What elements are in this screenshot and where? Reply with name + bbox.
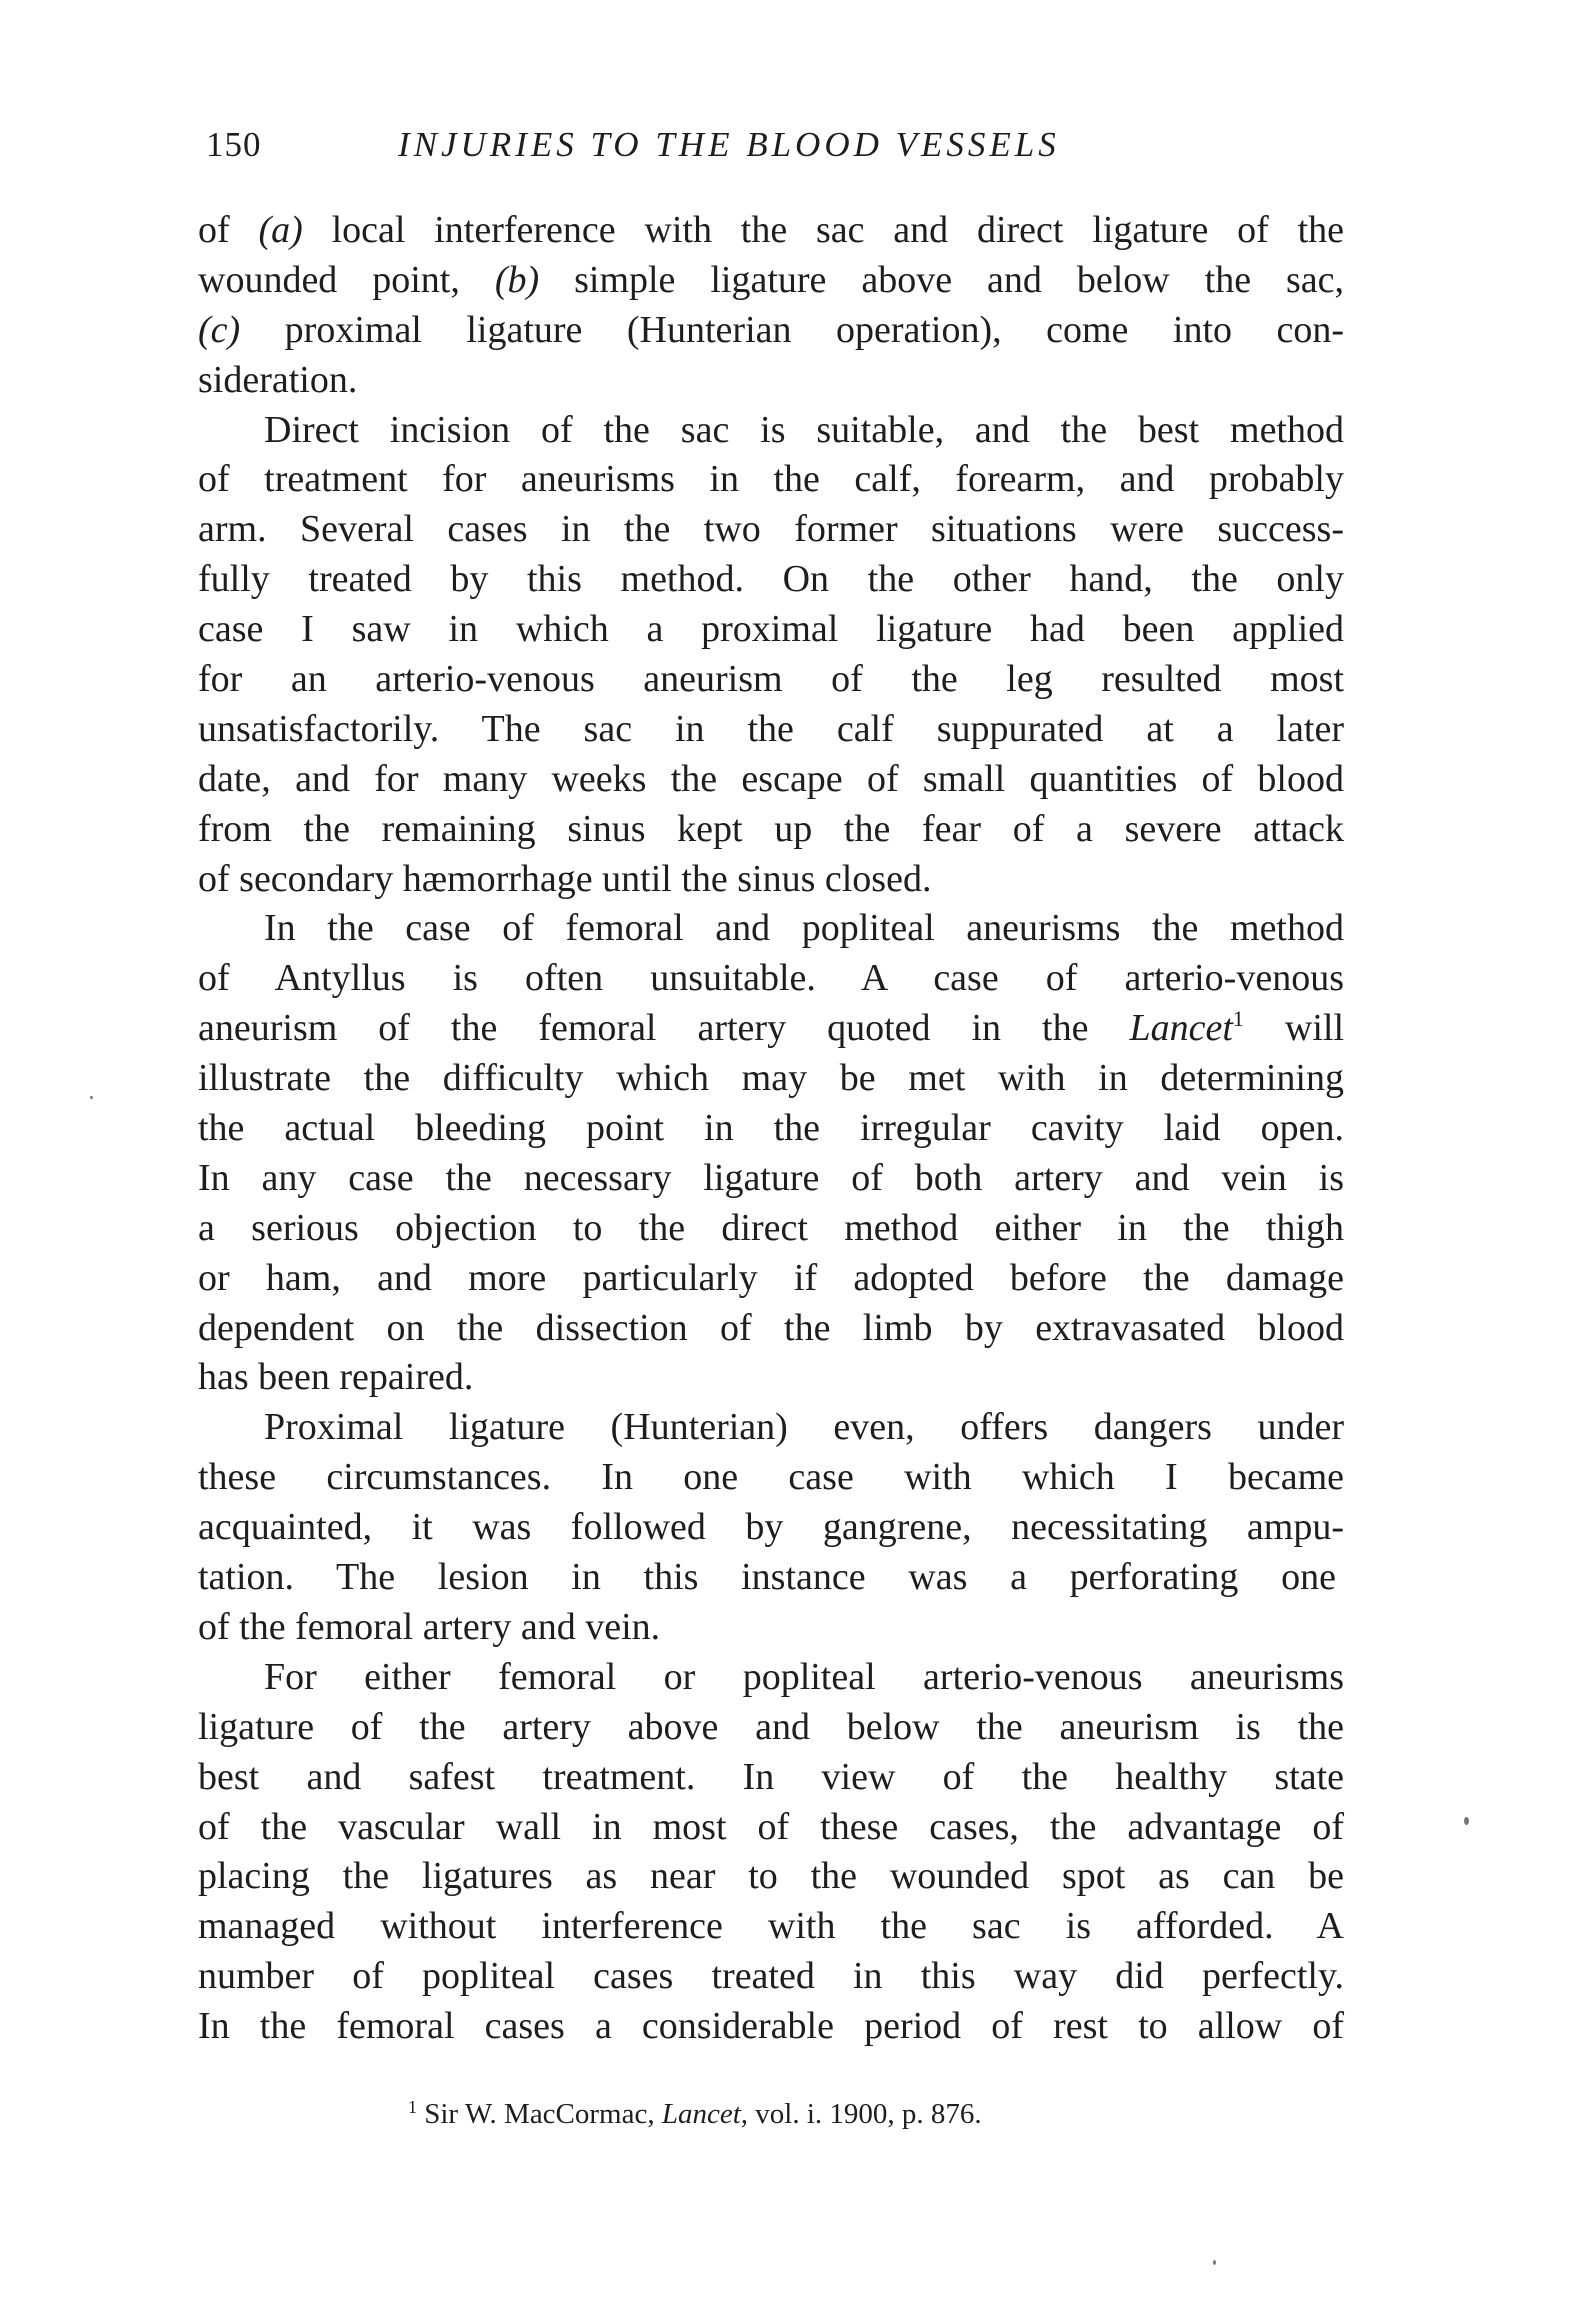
body-text (198, 206, 1344, 2052)
text-line: Direct incision of the sac is suitable, and the best method (264, 408, 1344, 451)
text-line: dependent on the dissection of the limb by extravasated blood (198, 1306, 1344, 1349)
text-line: In any case the necessary ligature of both artery and vein is (198, 1156, 1344, 1199)
text-line: these circumstances. In one case with which I became (198, 1456, 1344, 1499)
text-line: aneurism of the femoral artery quoted in the Lancet$^1$ will (198, 1006, 1345, 1050)
scan-speck (1213, 2260, 1216, 2265)
text-line: acquainted, it was followed by gangrene, necessitating ampu- (198, 1506, 1344, 1549)
text-line: of treatment for aneurisms in the calf, forearm, and probably (198, 458, 1344, 501)
text-line: unsatisfactorily. The sac in the calf suppurated at a later (198, 707, 1344, 750)
footnote: $^1$ Sir W. MacCormac, Lancet, vol. i. 1900, p. 876. (408, 2097, 982, 2130)
scan-speck (90, 1096, 93, 1099)
text-line: for an arterio-venous aneurism of the leg resulted most (198, 658, 1344, 701)
lancet-citation: Lancet (1129, 1007, 1233, 1050)
text-line: tation. The lesion in this instance was a perforating one (198, 1556, 1336, 1599)
text-line: sideration. (198, 358, 358, 401)
page-number: 150 (206, 125, 262, 164)
text-line: illustrate the difficulty which may be met with in determining (198, 1057, 1344, 1100)
text-line: of secondary hæmorrhage until the sinus closed. (198, 857, 932, 900)
text-line: the actual bleeding point in the irregular cavity laid open. (198, 1107, 1344, 1150)
text-line: fully treated by this method. On the other hand, the only (198, 558, 1344, 601)
text-line: placing the ligatures as near to the wounded spot as can be (198, 1855, 1344, 1898)
text-line: For either femoral or popliteal arterio-venous aneurisms (264, 1655, 1344, 1698)
text-line: Proximal ligature (Hunterian) even, offers dangers under (264, 1406, 1344, 1449)
running-head (198, 120, 1344, 170)
scan-speck (1464, 1817, 1469, 1825)
text-line: of (a) local interference with the sac and direct ligature of the (198, 209, 1344, 251)
text-line: best and safest treatment. In view of the healthy state (198, 1755, 1344, 1798)
footnote-ref: 1 (1232, 1006, 1244, 1032)
running-title: INJURIES TO THE BLOOD VESSELS (398, 125, 1060, 164)
text-line: of Antyllus is often unsuitable. A case of arterio-venous (198, 957, 1344, 1000)
text-line: (c) proximal ligature (Hunterian operation), come into con- (198, 308, 1344, 351)
text-line: a serious objection to the direct method either in the thigh (198, 1206, 1344, 1249)
text-line: of the vascular wall in most of these cases, the advantage of (198, 1805, 1344, 1848)
text-line: from the remaining sinus kept up the fear of a severe attack (198, 807, 1344, 850)
text-line: case I saw in which a proximal ligature had been applied (198, 608, 1344, 651)
text-line: date, and for many weeks the escape of small quantities of blood (198, 757, 1344, 800)
footnote-mark: 1 (408, 2097, 417, 2117)
text-line: In the case of femoral and popliteal aneurisms the method (264, 907, 1344, 950)
book-page (198, 0, 1344, 2308)
text-line: ligature of the artery above and below the aneurism is the (198, 1705, 1344, 1748)
text-line: arm. Several cases in the two former situations were success- (198, 508, 1344, 551)
text-line: wounded point, (b) simple ligature above and below the sac, (198, 258, 1345, 301)
text-line: of the femoral artery and vein. (198, 1605, 661, 1648)
text-line: or ham, and more particularly if adopted before the damage (198, 1256, 1344, 1299)
text-line: number of popliteal cases treated in this way did perfectly. (198, 1955, 1344, 1998)
text-line: In the femoral cases a considerable period of rest to allow of (198, 2005, 1344, 2048)
text-line: has been repaired. (198, 1356, 474, 1399)
text-line: managed without interference with the sac is afforded. A (198, 1905, 1344, 1948)
